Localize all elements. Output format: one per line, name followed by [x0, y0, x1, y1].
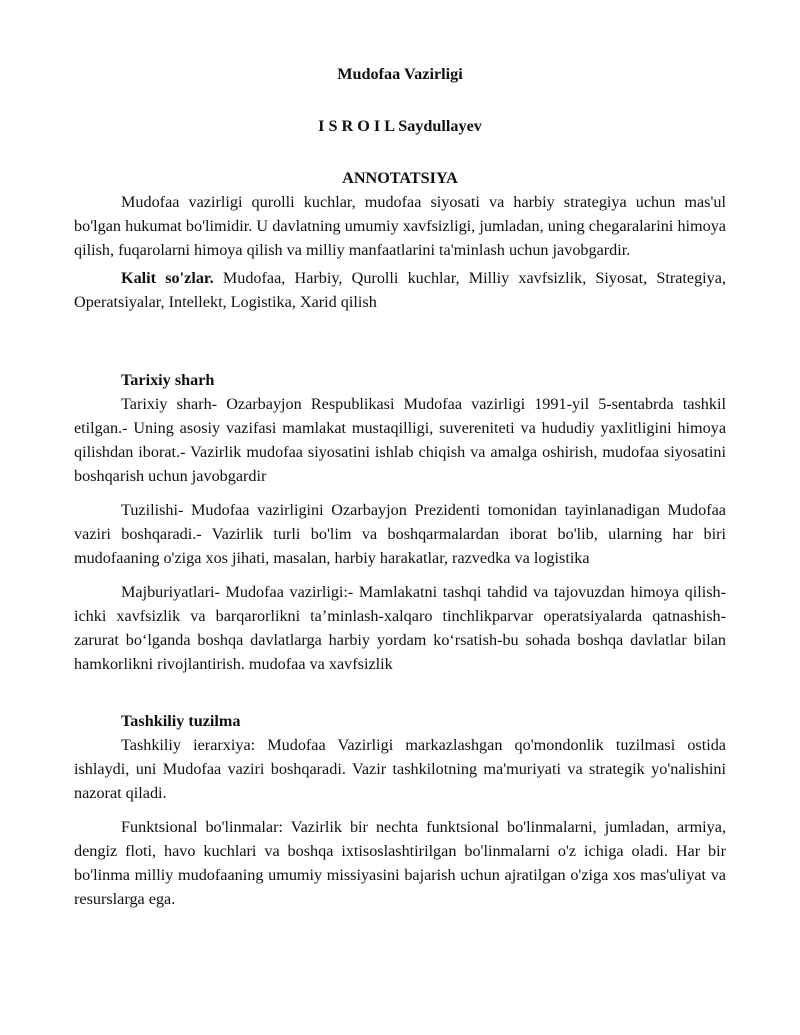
structure-paragraph-1: Tashkiliy ierarxiya: Mudofaa Vazirligi markazlashgan qo'mondonlik tuzilmasi ostida ishlaydi, uni Mudofaa vaziri boshqaradi. Vazir tashkilotning ma'muriyati va strategik yo'nalishini nazorat qiladi. [74, 736, 726, 802]
document-title: Mudofaa Vazirligi [337, 65, 463, 83]
history-paragraph-3: Majburiyatlari- Mudofaa vazirligi:- Mamlakatni tashqi tahdid va tajovuzdan himoya qilish-ichki xavfsizlik va barqarorlikni ta’minlash-xalqaro tinchlikparvar operatsiyalarda qatnashish-zarurat bo‘lganda boshqa davlatlarga harbiy yordam ko‘rsatish-bu sohada boshqa davlatlar bilan hamkorlikni rivojlantirish. mudofaa va xavfsizlik [74, 583, 726, 673]
section-heading-history: Tarixiy sharh [121, 371, 215, 389]
keywords-text: Mudofaa, Harbiy, Qurolli kuchlar, Milliy xavfsizlik, Siyosat, Strategiya, Operatsiyalar, Intellekt, Logistika, Xarid qilish [74, 269, 727, 311]
annotation-paragraph: Mudofaa vazirligi qurolli kuchlar, mudofaa siyosati va harbiy strategiya uchun mas'ul bo'lgan hukumat bo'limidir. U davlatning umumiy xavfsizligi, jumladan, uning chegaralarini himoya qilish, fuqarolarni himoya qilish va milliy manfaatlarini ta'minlash uchun javobgardir. [74, 193, 726, 259]
section-heading-structure: Tashkiliy tuzilma [121, 712, 241, 730]
document-page [74, 62, 726, 911]
document-author: I S R O I L Saydullayev [318, 117, 482, 135]
history-paragraph-1: Tarixiy sharh- Ozarbayjon Respublikasi Mudofaa vazirligi 1991-yil 5-sentabrda tashkil etilgan.- Uning asosiy vazifasi mamlakat mustaqilligi, suvereniteti va hududiy yaxlitligini himoya qilishdan iborat.- Vazirlik mudofaa siyosatini ishlab chiqish va amalga oshirish, mudofaa siyosatini boshqarish uchun javobgardir [74, 395, 726, 485]
history-paragraph-2: Tuzilishi- Mudofaa vazirligini Ozarbayjon Prezidenti tomonidan tayinlanadigan Mudofaa vaziri boshqaradi.- Vazirlik turli bo'lim va boshqarmalardan iborat bo'lib, ularning har biri mudofaaning o'ziga xos jihati, masalan, harbiy harakatlar, razvedka va logistika [74, 501, 726, 567]
keywords-label: Kalit so'zlar. [121, 269, 214, 287]
keywords-paragraph [74, 266, 726, 314]
annotation-heading: ANNOTATSIYA [342, 169, 458, 187]
structure-paragraph-2: Funktsional bo'linmalar: Vazirlik bir nechta funktsional bo'linmalarni, jumladan, armiya, dengiz floti, havo kuchlari va boshqa ixtisoslashtirilgan bo'linmalarni o'z ichiga oladi. Har bir bo'linma milliy mudofaaning umumiy missiyasini bajarish uchun ajratilgan o'ziga xos mas'uliyat va resurslarga ega. [74, 818, 726, 908]
